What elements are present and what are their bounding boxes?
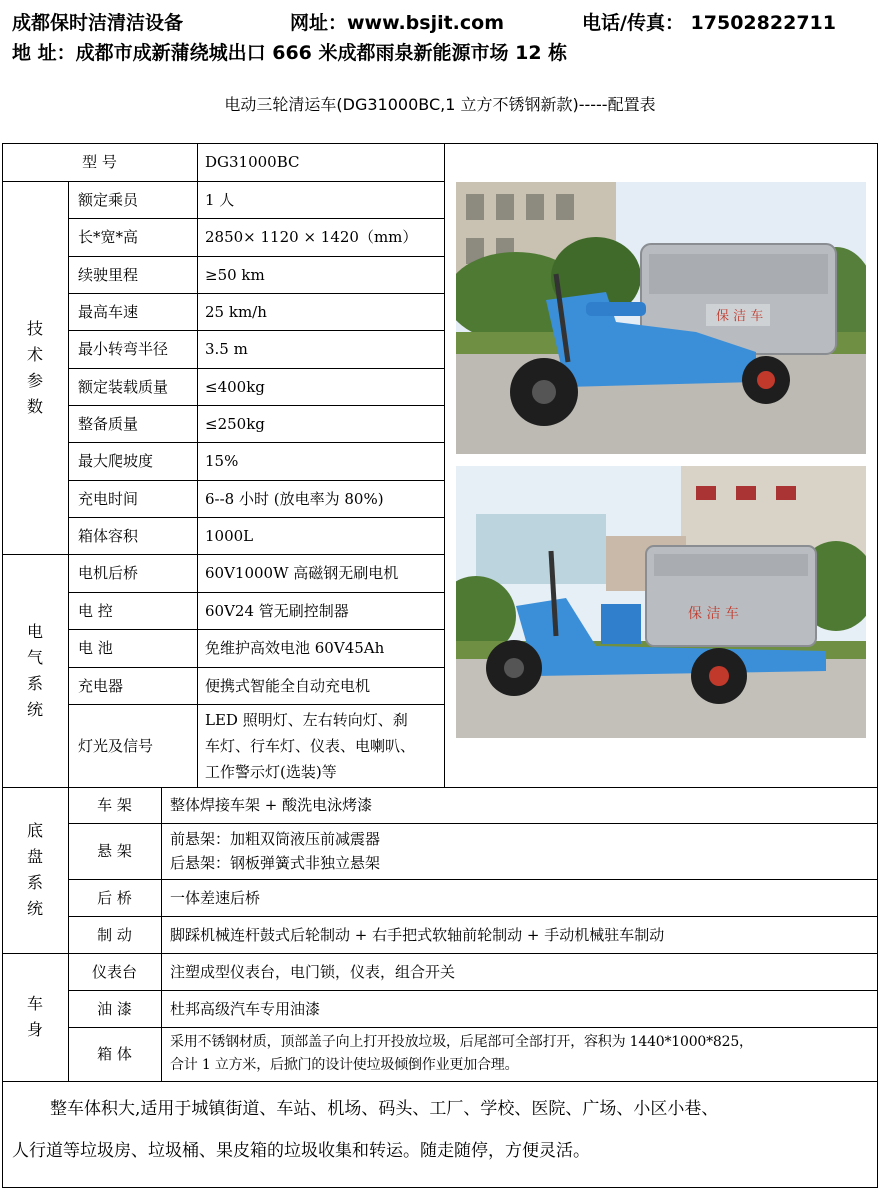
tech-label: 续驶里程 <box>78 265 139 284</box>
electric-label: 充电器 <box>78 676 124 695</box>
electric-label: 电机后桥 <box>78 564 139 582</box>
body-value: 注塑成型仪表台，电门锁，仪表，组合开关 <box>170 962 456 981</box>
chassis-value <box>170 825 380 877</box>
box-desc-line: 合计 1 立方米，后掀门的设计使垃圾倾倒作业更加合理。 <box>170 1057 519 1073</box>
section-char: 参 <box>26 370 43 390</box>
website[interactable]: 网址：www.bsjit.com <box>290 12 505 34</box>
lights-line: 工作警示灯(选装)等 <box>205 763 337 781</box>
body-value <box>170 1029 753 1079</box>
suspension-rear: 后悬架：钢板弹簧式非独立悬架 <box>170 854 381 872</box>
tech-label: 额定乘员 <box>78 190 139 209</box>
body-label: 油 漆 <box>97 999 132 1018</box>
tech-value: 3.5 m <box>205 340 248 358</box>
chassis-label: 悬 架 <box>97 842 132 860</box>
tech-value: 6--8 小时 (放电率为 80%) <box>205 489 384 508</box>
electric-value: 免维护高效电池 60V45Ah <box>205 639 385 657</box>
chassis-value: 一体差速后桥 <box>170 888 261 907</box>
tech-value: ≤250kg <box>205 414 265 433</box>
section-char: 盘 <box>26 847 43 866</box>
tech-value: ≥50 km <box>205 265 265 284</box>
section-char: 车 <box>26 994 43 1013</box>
tech-label: 整备质量 <box>78 414 139 433</box>
section-char: 统 <box>26 899 43 918</box>
model-value: DG31000BC <box>205 153 300 171</box>
chassis-value: 整体焊接车架 + 酸洗电泳烤漆 <box>170 796 373 814</box>
section-char: 身 <box>26 1020 43 1039</box>
section-char: 技 <box>26 318 43 338</box>
tech-label: 最大爬坡度 <box>78 452 154 470</box>
body-value: 杜邦高级汽车专用油漆 <box>170 999 321 1018</box>
company-name: 成都保时洁清洁设备 <box>12 12 184 34</box>
lights-label: 灯光及信号 <box>78 736 154 755</box>
tech-value: 1000L <box>205 526 254 545</box>
tech-value: 25 km/h <box>205 302 267 321</box>
section-electric <box>2 554 68 787</box>
summary-line: 人行道等垃圾房、垃圾桶、果皮箱的垃圾收集和转运。随走随停，方便灵活。 <box>12 1141 590 1161</box>
summary-line: 整车体积大,适用于城镇街道、车站、机场、码头、工厂、学校、医院、广场、小区小巷、 <box>50 1099 719 1119</box>
phone: 电话/传真： 17502822711 <box>582 12 836 34</box>
body-label: 箱 体 <box>97 1045 132 1063</box>
svg-text:保 洁 车: 保 洁 车 <box>688 606 739 622</box>
electric-value: 便携式智能全自动充电机 <box>205 676 371 695</box>
tech-value: 2850× 1120 × 1420（mm） <box>205 228 418 246</box>
body-label: 仪表台 <box>91 962 137 981</box>
chassis-value: 脚踩机械连杆鼓式后轮制动 + 右手把式软轴前轮制动 + 手动机械驻车制动 <box>170 925 665 944</box>
model-label: 型 号 <box>82 153 117 171</box>
tech-value: 1 人 <box>205 190 235 209</box>
lights-line: 车灯、行车灯、仪表、电喇叭、 <box>205 737 416 755</box>
document-title: 电动三轮清运车(DG31000BC,1 立方不锈钢新款)-----配置表 <box>224 95 656 114</box>
lights-value <box>205 706 415 786</box>
summary <box>12 1088 872 1172</box>
box-desc-line: 采用不锈钢材质，顶部盖子向上打开投放垃圾，后尾部可全部打开，容积为 1440*1000*825， <box>170 1034 753 1050</box>
address: 地 址：成都市成新蒲绕城出口 666 米成都雨泉新能源市场 12 栋 <box>12 42 568 64</box>
tech-label: 长*宽*高 <box>78 228 139 246</box>
section-char: 底 <box>26 821 43 840</box>
tech-label: 额定装载质量 <box>78 377 169 396</box>
tech-label: 最高车速 <box>78 302 139 321</box>
svg-text:保 洁 车: 保 洁 车 <box>716 309 764 324</box>
tech-label: 最小转弯半径 <box>78 340 169 358</box>
chassis-label: 车 架 <box>97 796 132 814</box>
section-char: 电 <box>26 621 43 641</box>
section-char: 气 <box>26 647 43 667</box>
vehicle-photo-front <box>456 182 866 454</box>
suspension-front: 前悬架：加粗双筒液压前减震器 <box>170 830 381 848</box>
tech-label: 充电时间 <box>78 489 139 508</box>
electric-label: 电 控 <box>78 601 113 620</box>
section-char: 术 <box>26 344 43 364</box>
electric-label: 电 池 <box>78 639 113 657</box>
chassis-label: 制 动 <box>97 925 132 944</box>
tech-value: ≤400kg <box>205 377 265 396</box>
lights-line: LED 照明灯、左右转向灯、刹 <box>205 711 408 729</box>
tech-value: 15% <box>205 452 239 470</box>
vehicle-photo-side <box>456 466 866 738</box>
section-char: 统 <box>26 699 43 719</box>
section-chassis <box>2 787 68 953</box>
section-char: 数 <box>26 396 43 416</box>
chassis-label: 后 桥 <box>97 888 132 907</box>
section-tech <box>2 181 68 554</box>
section-char: 系 <box>26 873 43 892</box>
section-body <box>2 953 68 1081</box>
electric-value: 60V1000W 高磁钢无刷电机 <box>205 564 399 582</box>
electric-value: 60V24 管无刷控制器 <box>205 601 349 620</box>
tech-label: 箱体容积 <box>78 526 139 545</box>
section-char: 系 <box>26 673 43 693</box>
